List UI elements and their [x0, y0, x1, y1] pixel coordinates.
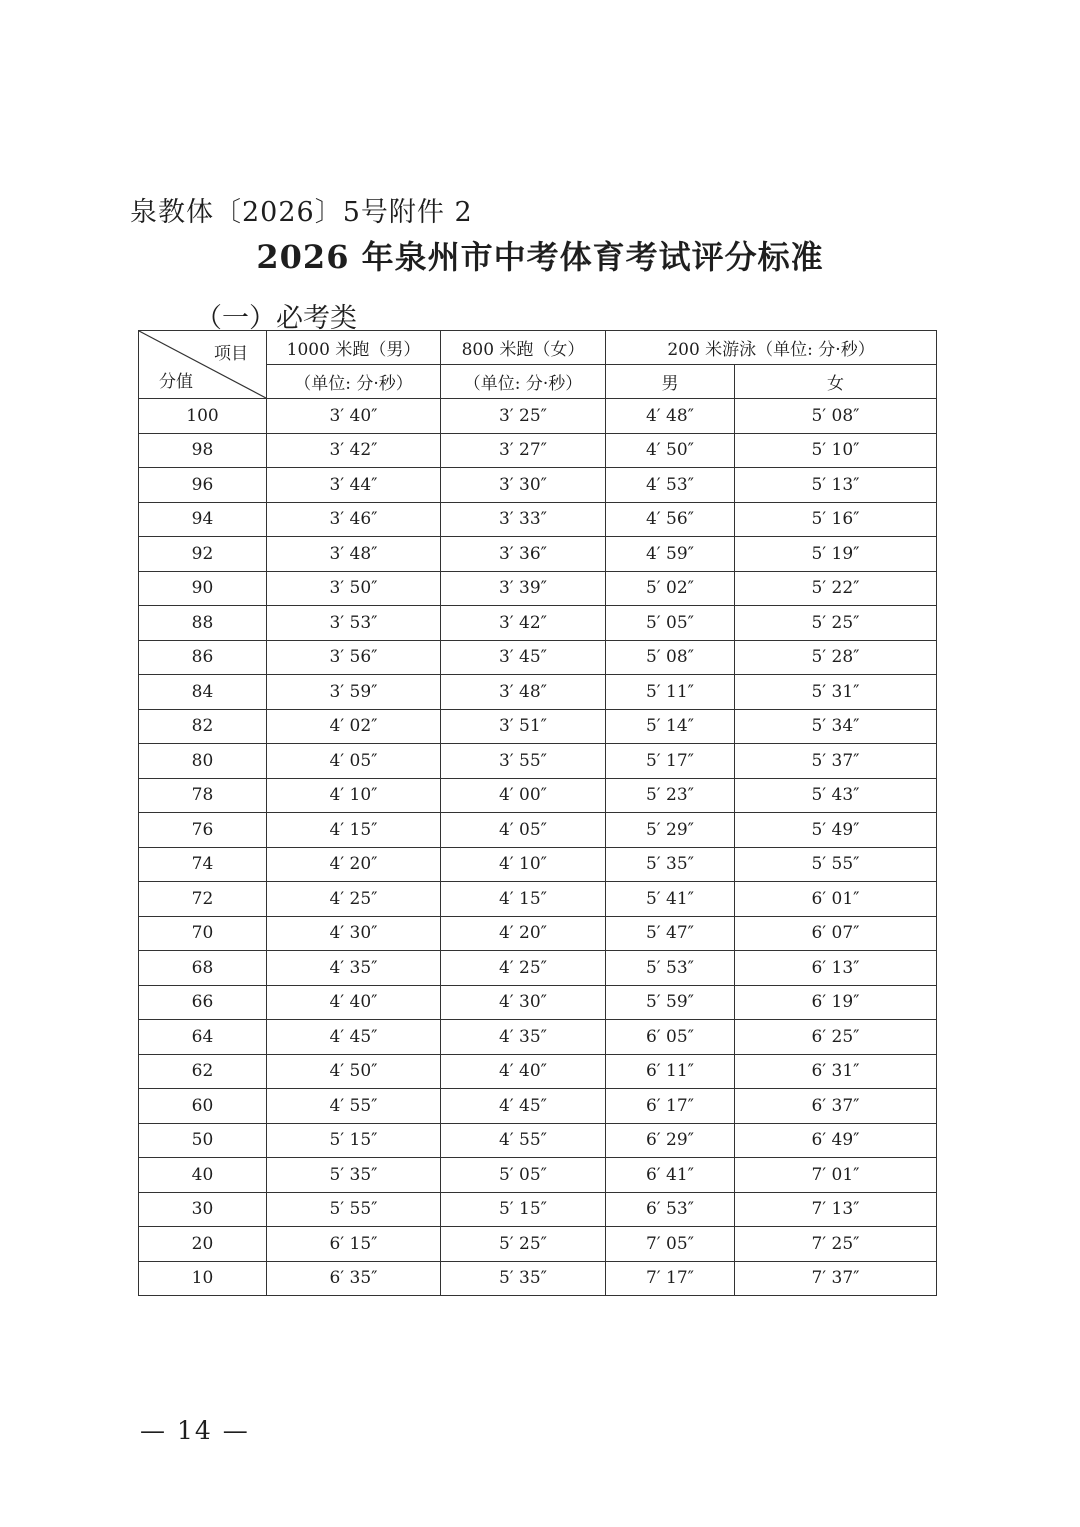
scoring-table: [138, 330, 937, 1296]
run1000-cell: 4′ 15″: [267, 813, 441, 848]
score-cell: 68: [139, 951, 267, 986]
run800-cell: 3′ 33″: [441, 502, 606, 537]
score-cell: 84: [139, 675, 267, 710]
score-cell: 62: [139, 1054, 267, 1089]
page-title: 2026 年泉州市中考体育考试评分标准: [256, 238, 824, 276]
swim-male-cell: 5′ 47″: [606, 916, 735, 951]
swim-female-cell: 5′ 37″: [735, 744, 937, 779]
table-row: [139, 502, 937, 537]
table-row: [139, 433, 937, 468]
score-cell: 90: [139, 571, 267, 606]
score-cell: 88: [139, 606, 267, 641]
table-row: [139, 709, 937, 744]
score-cell: 50: [139, 1123, 267, 1158]
run800-cell: 4′ 20″: [441, 916, 606, 951]
swim-male-cell: 4′ 56″: [606, 502, 735, 537]
run800-cell: 4′ 30″: [441, 985, 606, 1020]
score-cell: 40: [139, 1158, 267, 1193]
header-swim-name: 200 米游泳（单位: 分·秒）: [606, 331, 937, 365]
swim-female-cell: 6′ 07″: [735, 916, 937, 951]
table-row: [139, 675, 937, 710]
run1000-cell: 6′ 15″: [267, 1227, 441, 1262]
table-row: [139, 985, 937, 1020]
run1000-cell: 4′ 45″: [267, 1020, 441, 1055]
swim-female-cell: 7′ 01″: [735, 1158, 937, 1193]
run800-cell: 4′ 35″: [441, 1020, 606, 1055]
score-cell: 100: [139, 399, 267, 434]
run1000-cell: 4′ 35″: [267, 951, 441, 986]
table-row: [139, 1192, 937, 1227]
score-cell: 92: [139, 537, 267, 572]
run1000-cell: 4′ 40″: [267, 985, 441, 1020]
score-cell: 64: [139, 1020, 267, 1055]
run1000-cell: 3′ 40″: [267, 399, 441, 434]
swim-male-cell: 6′ 53″: [606, 1192, 735, 1227]
swim-male-cell: 4′ 59″: [606, 537, 735, 572]
run800-cell: 3′ 45″: [441, 640, 606, 675]
swim-male-cell: 5′ 02″: [606, 571, 735, 606]
run1000-cell: 3′ 44″: [267, 468, 441, 503]
swim-female-cell: 5′ 08″: [735, 399, 937, 434]
swim-female-cell: 7′ 37″: [735, 1261, 937, 1296]
run1000-cell: 4′ 20″: [267, 847, 441, 882]
table-row: [139, 1020, 937, 1055]
swim-male-cell: 5′ 59″: [606, 985, 735, 1020]
run1000-cell: 3′ 56″: [267, 640, 441, 675]
swim-female-cell: 5′ 13″: [735, 468, 937, 503]
swim-male-cell: 6′ 11″: [606, 1054, 735, 1089]
swim-male-cell: 5′ 17″: [606, 744, 735, 779]
table-row: [139, 1227, 937, 1262]
score-cell: 10: [139, 1261, 267, 1296]
run1000-cell: 3′ 48″: [267, 537, 441, 572]
table-row: [139, 847, 937, 882]
run800-cell: 4′ 15″: [441, 882, 606, 917]
table-row: [139, 1054, 937, 1089]
header-swim-male: 男: [606, 365, 735, 399]
swim-male-cell: 5′ 53″: [606, 951, 735, 986]
run800-cell: 3′ 30″: [441, 468, 606, 503]
score-cell: 94: [139, 502, 267, 537]
run1000-cell: 3′ 59″: [267, 675, 441, 710]
table-row: [139, 468, 937, 503]
swim-male-cell: 6′ 29″: [606, 1123, 735, 1158]
run800-cell: 3′ 48″: [441, 675, 606, 710]
run1000-cell: 4′ 02″: [267, 709, 441, 744]
swim-female-cell: 5′ 28″: [735, 640, 937, 675]
swim-female-cell: 5′ 19″: [735, 537, 937, 572]
run800-cell: 5′ 05″: [441, 1158, 606, 1193]
swim-male-cell: 5′ 35″: [606, 847, 735, 882]
score-cell: 66: [139, 985, 267, 1020]
section-heading: （一）必考类: [195, 303, 357, 334]
score-cell: 30: [139, 1192, 267, 1227]
swim-female-cell: 5′ 49″: [735, 813, 937, 848]
header-1000m-name: 1000 米跑（男）: [267, 331, 441, 365]
swim-female-cell: 6′ 13″: [735, 951, 937, 986]
run1000-cell: 4′ 05″: [267, 744, 441, 779]
run800-cell: 3′ 51″: [441, 709, 606, 744]
swim-male-cell: 5′ 11″: [606, 675, 735, 710]
swim-female-cell: 5′ 10″: [735, 433, 937, 468]
swim-female-cell: 7′ 13″: [735, 1192, 937, 1227]
table-row: [139, 640, 937, 675]
swim-male-cell: 4′ 50″: [606, 433, 735, 468]
table-row: [139, 537, 937, 572]
run800-cell: 4′ 55″: [441, 1123, 606, 1158]
run1000-cell: 3′ 50″: [267, 571, 441, 606]
run1000-cell: 5′ 55″: [267, 1192, 441, 1227]
swim-male-cell: 5′ 05″: [606, 606, 735, 641]
run800-cell: 3′ 27″: [441, 433, 606, 468]
score-cell: 74: [139, 847, 267, 882]
document-number: 泉教体〔2026〕5号附件 2: [130, 197, 473, 228]
run800-cell: 4′ 40″: [441, 1054, 606, 1089]
run1000-cell: 4′ 25″: [267, 882, 441, 917]
swim-male-cell: 6′ 17″: [606, 1089, 735, 1124]
swim-male-cell: 5′ 08″: [606, 640, 735, 675]
swim-male-cell: 5′ 23″: [606, 778, 735, 813]
swim-male-cell: 6′ 05″: [606, 1020, 735, 1055]
run1000-cell: 5′ 15″: [267, 1123, 441, 1158]
score-cell: 72: [139, 882, 267, 917]
swim-female-cell: 5′ 34″: [735, 709, 937, 744]
run1000-cell: 3′ 46″: [267, 502, 441, 537]
run800-cell: 5′ 15″: [441, 1192, 606, 1227]
score-cell: 98: [139, 433, 267, 468]
run1000-cell: 4′ 50″: [267, 1054, 441, 1089]
run800-cell: 4′ 10″: [441, 847, 606, 882]
table-body: [139, 399, 937, 1296]
run800-cell: 3′ 55″: [441, 744, 606, 779]
swim-female-cell: 5′ 31″: [735, 675, 937, 710]
score-cell: 82: [139, 709, 267, 744]
header-800m-name: 800 米跑（女）: [441, 331, 606, 365]
run800-cell: 5′ 25″: [441, 1227, 606, 1262]
table-row: [139, 882, 937, 917]
swim-female-cell: 5′ 22″: [735, 571, 937, 606]
table-row: [139, 1261, 937, 1296]
run800-cell: 4′ 05″: [441, 813, 606, 848]
swim-female-cell: 5′ 16″: [735, 502, 937, 537]
run1000-cell: 4′ 30″: [267, 916, 441, 951]
run1000-cell: 4′ 10″: [267, 778, 441, 813]
table-row: [139, 744, 937, 779]
run800-cell: 4′ 25″: [441, 951, 606, 986]
swim-male-cell: 6′ 41″: [606, 1158, 735, 1193]
score-cell: 60: [139, 1089, 267, 1124]
swim-female-cell: 5′ 55″: [735, 847, 937, 882]
run1000-cell: 3′ 53″: [267, 606, 441, 641]
swim-male-cell: 4′ 53″: [606, 468, 735, 503]
table-row: [139, 1123, 937, 1158]
corner-label-item: 项目: [214, 344, 248, 364]
score-cell: 78: [139, 778, 267, 813]
swim-male-cell: 7′ 17″: [606, 1261, 735, 1296]
run800-cell: 5′ 35″: [441, 1261, 606, 1296]
score-cell: 76: [139, 813, 267, 848]
header-swim-female: 女: [735, 365, 937, 399]
table-row: [139, 606, 937, 641]
swim-female-cell: 6′ 01″: [735, 882, 937, 917]
table-row: [139, 916, 937, 951]
run1000-cell: 4′ 55″: [267, 1089, 441, 1124]
table-row: [139, 813, 937, 848]
score-cell: 20: [139, 1227, 267, 1262]
swim-male-cell: 5′ 41″: [606, 882, 735, 917]
swim-female-cell: 5′ 25″: [735, 606, 937, 641]
run800-cell: 4′ 00″: [441, 778, 606, 813]
score-cell: 80: [139, 744, 267, 779]
swim-female-cell: 6′ 49″: [735, 1123, 937, 1158]
run800-cell: 3′ 25″: [441, 399, 606, 434]
swim-female-cell: 7′ 25″: [735, 1227, 937, 1262]
swim-female-cell: 6′ 19″: [735, 985, 937, 1020]
run800-cell: 3′ 39″: [441, 571, 606, 606]
run800-cell: 4′ 45″: [441, 1089, 606, 1124]
swim-male-cell: 5′ 29″: [606, 813, 735, 848]
run800-cell: 3′ 36″: [441, 537, 606, 572]
swim-male-cell: 4′ 48″: [606, 399, 735, 434]
table-row: [139, 1158, 937, 1193]
table-row: [139, 399, 937, 434]
swim-female-cell: 6′ 25″: [735, 1020, 937, 1055]
run1000-cell: 3′ 42″: [267, 433, 441, 468]
table-row: [139, 1089, 937, 1124]
swim-female-cell: 6′ 31″: [735, 1054, 937, 1089]
swim-female-cell: 6′ 37″: [735, 1089, 937, 1124]
table-row: [139, 951, 937, 986]
header-800m-unit: （单位: 分·秒）: [441, 365, 606, 399]
header-1000m-unit: （单位: 分·秒）: [267, 365, 441, 399]
page-number: — 14 —: [140, 1416, 250, 1445]
score-cell: 96: [139, 468, 267, 503]
score-cell: 86: [139, 640, 267, 675]
run800-cell: 3′ 42″: [441, 606, 606, 641]
run1000-cell: 6′ 35″: [267, 1261, 441, 1296]
run1000-cell: 5′ 35″: [267, 1158, 441, 1193]
table-row: [139, 778, 937, 813]
swim-male-cell: 7′ 05″: [606, 1227, 735, 1262]
swim-male-cell: 5′ 14″: [606, 709, 735, 744]
table-corner-header: [139, 331, 267, 399]
swim-female-cell: 5′ 43″: [735, 778, 937, 813]
score-cell: 70: [139, 916, 267, 951]
corner-label-score: 分值: [159, 372, 193, 392]
table-row: [139, 571, 937, 606]
